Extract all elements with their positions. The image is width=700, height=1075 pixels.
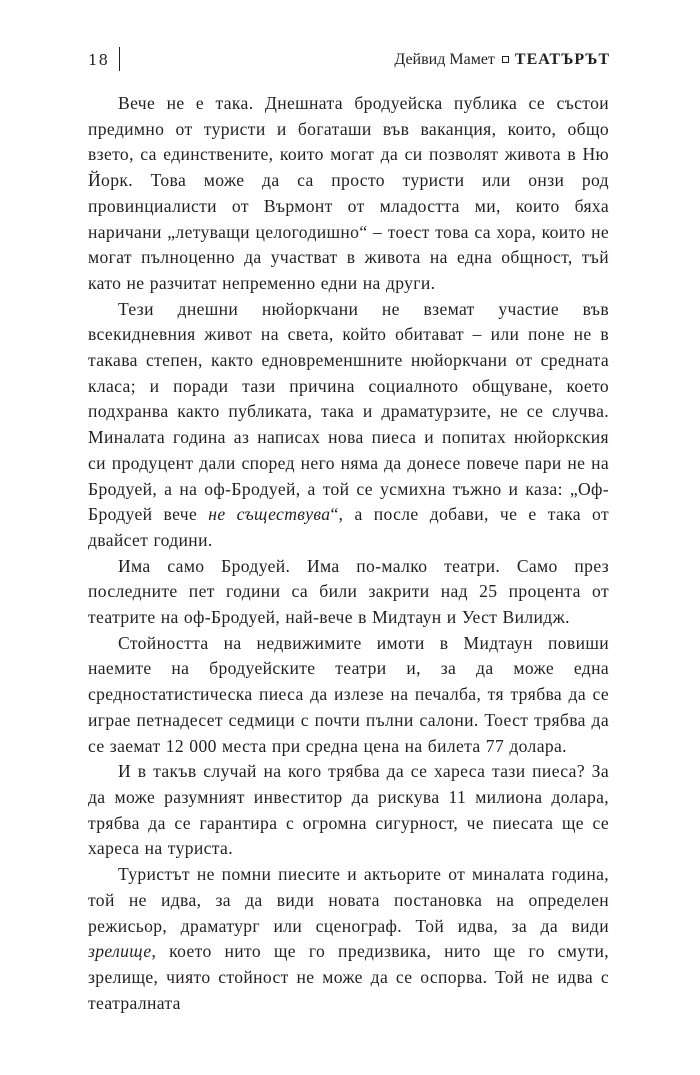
running-head-title: ТЕАТЪРЪТ [514, 51, 610, 68]
paragraph-4: Стойността на недвижимите имоти в Мидтаун повиши наемите на бродуейските театри и, за да може една средностатистическа пиеса да излезе на печалба, тя трябва да се играе петнадесет седмици с почти пълни салони. Тоест трябва да се заемат 12 000 места при средна цена на билета 77 долара. [88, 632, 609, 756]
paragraph-6-text-a: Туристът не помни пиесите и актьорите от миналата година, той не идва, за да види новата постановка на определен режисьор, драматург или сценограф. Той идва, за да види [88, 864, 609, 936]
paragraph-6 [88, 862, 609, 1016]
paragraph-2 [88, 297, 609, 554]
paragraph-5: И в такъв случай на кого трябва да се хареса тази пиеса? За да може разумният инвеститор да рискува 11 милиона долара, трябва да се гарантира с огромна сигурност, че пиесата ще се хареса на туриста. [88, 761, 609, 859]
paragraph-2-text-a: Тези днешни нюйоркчани не вземат участие във всекидневния живот на света, който обитават – или поне не в такава степен, както едновременшните нюйоркчани от средната класа; и поради тази причина социалното общуване, което подхранва както публиката, така и драматурзите, не се случва. Миналата година аз написах нова пиеса и попитах нюйоркския си продуцент дали според него няма да донесе повече пари не на Бродуей, а на оф-Бродуей, а той се усмихна тъжно и каза: „Оф-Бродуей вече [88, 298, 609, 525]
header-divider [119, 47, 120, 71]
paragraph-2-emphasis: не съществува [208, 504, 331, 525]
paragraph-3: Има само Бродуей. Има по-малко театри. Само през последните пет години са били закрити над 25 процента от театрите на оф-Бродуей, най-вече в Мидтаун и Уест Вилидж. [88, 555, 609, 628]
page-header [88, 50, 610, 72]
running-head [394, 50, 610, 70]
paragraph-1: Вече не е така. Днешната бродуейска публика се състои предимно от туристи и богаташи във ваканция, които, общо взето, са единствените, които могат да си позволят живота в Ню Йорк. Това може да са просто туристи или онзи род провинциалисти от Върмонт от младостта ми, които бяха наричани „летуващи целогодишно“ – тоест това са хора, които не могат пълноценно да участват в живота на една общност, тъй като не разчитат непременно едни на други. [88, 93, 609, 293]
body-text [88, 91, 609, 1016]
running-head-author: Дейвид Мамет [394, 51, 495, 68]
paragraph-6-emphasis: зрелище [88, 941, 152, 962]
square-separator-icon [502, 56, 509, 63]
page-number: 18 [88, 51, 110, 69]
paragraph-6-text-b: , което нито ще го предизвика, нито ще го смути, зрелище, чиято стойност не може да се оспорва. Той не идва с театралната [88, 941, 609, 1013]
paragraph-2-text-b: “, а после добави, че е така от двайсет години. [88, 504, 609, 550]
